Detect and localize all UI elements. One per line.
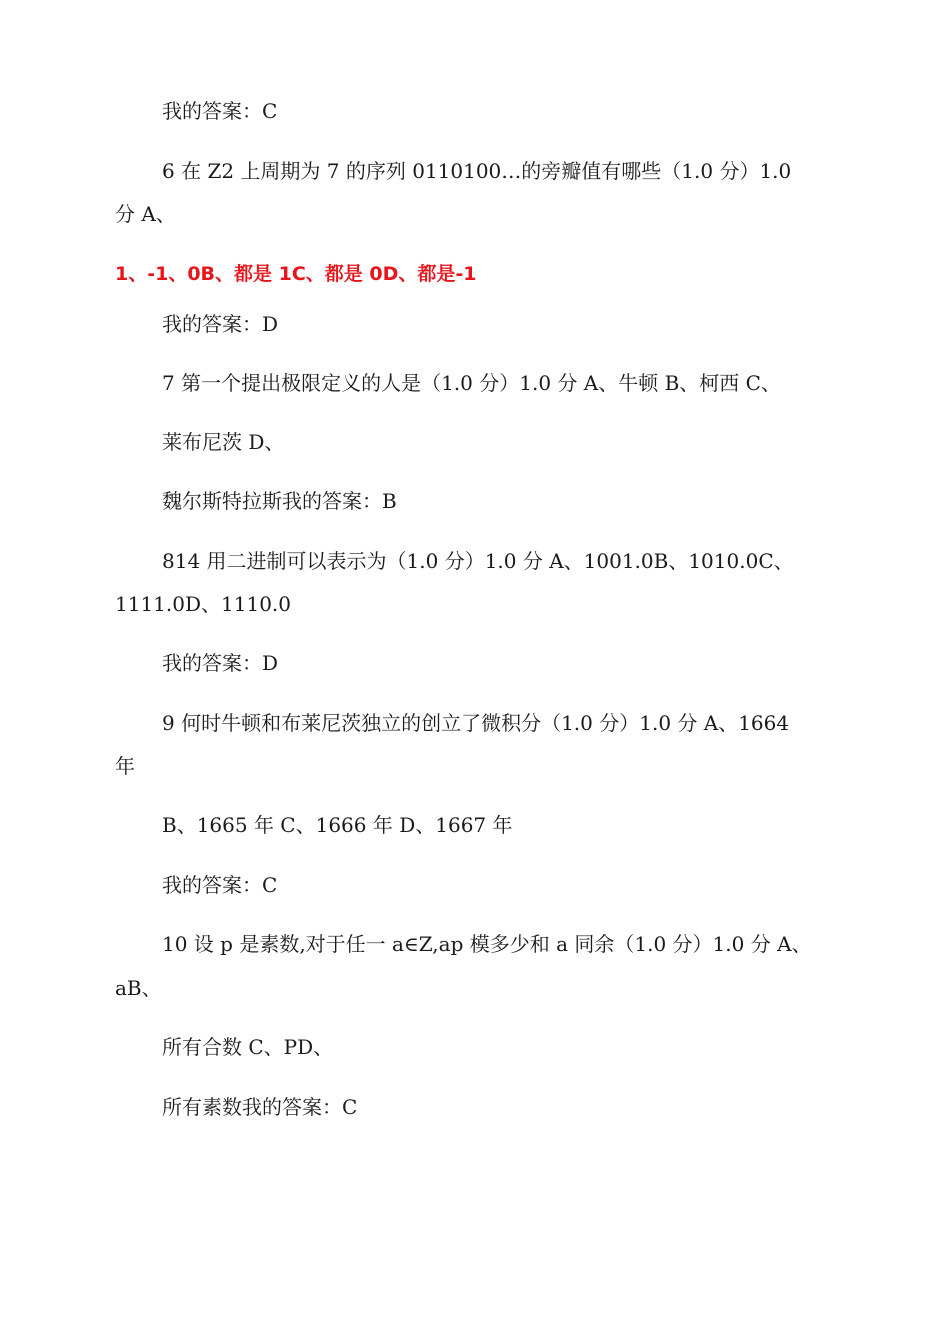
question-7-text: 7 第一个提出极限定义的人是（1.0 分）1.0 分 A、牛顿 B、柯西 C、 [162, 371, 781, 395]
question-6-options-highlighted: 1、-1、0B、都是 1C、都是 0D、都是-1 [115, 263, 477, 285]
question-10-option-answer: 所有素数我的答案：C [162, 1095, 358, 1119]
question-9-continuation: 年 [115, 754, 135, 778]
question-10-continuation: aB、 [115, 976, 162, 1000]
question-7-option: 莱布尼茨 D、 [162, 430, 285, 454]
question-9-options: B、1665 年 C、1666 年 D、1667 年 [162, 813, 513, 837]
answer-line: 我的答案：C [162, 873, 278, 897]
answer-line: 我的答案：D [162, 312, 279, 336]
question-6-text: 6 在 Z2 上周期为 7 的序列 0110100…的旁瓣值有哪些（1.0 分）1.0 [162, 159, 792, 183]
question-8-text: 814 用二进制可以表示为（1.0 分）1.0 分 A、1001.0B、1010.0C、 [162, 549, 794, 573]
question-8-continuation: 1111.0D、1110.0 [115, 592, 291, 616]
question-6-continuation: 分 A、 [115, 202, 176, 226]
question-9-text: 9 何时牛顿和布莱尼茨独立的创立了微积分（1.0 分）1.0 分 A、1664 [162, 711, 790, 735]
answer-line: 我的答案：C [162, 99, 278, 123]
question-10-option: 所有合数 C、PD、 [162, 1035, 334, 1059]
question-7-option-answer: 魏尔斯特拉斯我的答案：B [162, 489, 397, 513]
question-10-text: 10 设 p 是素数,对于任一 a∈Z,ap 模多少和 a 同余（1.0 分）1.0 分 A、 [162, 932, 812, 956]
answer-line: 我的答案：D [162, 651, 279, 675]
